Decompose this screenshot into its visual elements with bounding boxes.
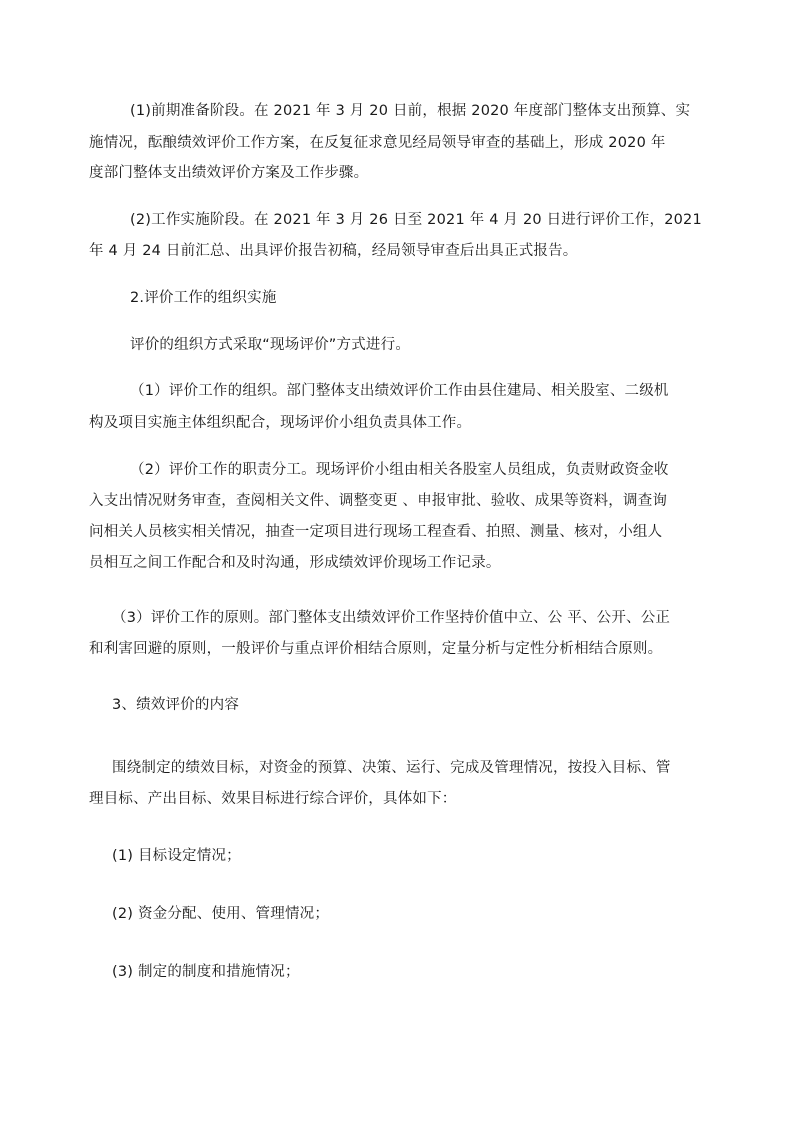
para-4-line-3: 问相关人员核实相关情况，抽查一定项目进行现场工程查看、拍照、测量、核对，小组人 bbox=[89, 524, 663, 540]
para-1-line-1: (1)前期准备阶段。在 2021 年 3 月 20 日前，根据 2020 年度部门整体支出预算、实 bbox=[130, 103, 691, 119]
list-item-3: (3) 制定的制度和措施情况； bbox=[112, 964, 300, 980]
para-3-line-1: （1）评价工作的组织。部门整体支出绩效评价工作由县住建局、相关股室、二级机 bbox=[130, 383, 669, 399]
para-6-line-2: 理目标、产出目标、效果目标进行综合评价，具体如下： bbox=[89, 791, 457, 807]
para-1-line-3: 度部门整体支出绩效评价方案及工作步骤。 bbox=[89, 165, 369, 181]
section-heading-content: 3、绩效评价的内容 bbox=[112, 697, 240, 713]
para-1-line-2: 施情况，酝酿绩效评价工作方案，在反复征求意见经局领导审查的基础上，形成 2020 年 bbox=[89, 135, 666, 151]
para-2-line-2: 年 4 月 24 日前汇总、出具评价报告初稿，经局领导审查后出具正式报告。 bbox=[89, 243, 578, 259]
para-5-line-1: （3）评价工作的原则。部门整体支出绩效评价工作坚持价值中立、公 平、公开、公正 bbox=[112, 610, 671, 626]
para-method: 评价的组织方式采取“现场评价”方式进行。 bbox=[130, 337, 411, 353]
para-4-line-1: （2）评价工作的职责分工。现场评价小组由相关各股室人员组成，负责财政资金收 bbox=[130, 462, 669, 478]
para-2-line-1: (2)工作实施阶段。在 2021 年 3 月 26 日至 2021 年 4 月 20 日进行评价工作，2021 bbox=[130, 212, 702, 228]
para-4-line-2: 入支出情况财务审查，查阅相关文件、调整变更 、申报审批、验收、成果等资料，调查询 bbox=[89, 493, 668, 509]
para-6-line-1: 围绕制定的绩效目标，对资金的预算、决策、运行、完成及管理情况，按投入目标、管 bbox=[112, 760, 671, 776]
para-5-line-2: 和利害回避的原则，一般评价与重点评价相结合原则，定量分析与定性分析相结合原则。 bbox=[89, 641, 663, 657]
para-4-line-4: 员相互之间工作配合和及时沟通，形成绩效评价现场工作记录。 bbox=[89, 555, 501, 571]
section-heading-org: 2.评价工作的组织实施 bbox=[130, 290, 277, 306]
list-item-1: (1) 目标设定情况； bbox=[112, 848, 241, 864]
para-3-line-2: 构及项目实施主体组织配合，现场评价小组负责具体工作。 bbox=[89, 415, 472, 431]
list-item-2: (2) 资金分配、使用、管理情况； bbox=[112, 906, 330, 922]
